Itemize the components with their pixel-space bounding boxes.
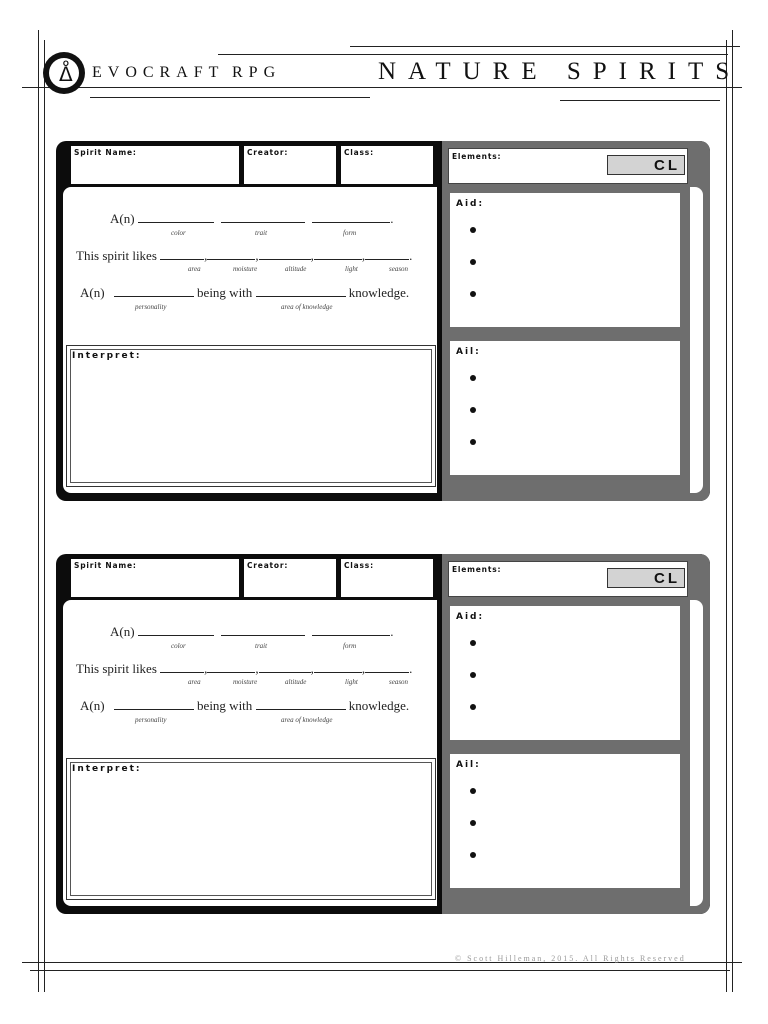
elements-label: Elements: [452,152,502,161]
caption-light: light [345,678,358,686]
ail-box[interactable] [450,341,680,475]
creator-label: Creator: [247,561,289,570]
caption-area: area [188,265,201,273]
interpret-box[interactable] [66,758,436,900]
template-line-3: A(n) being with knowledge. [80,285,410,300]
caption-trait: trait [255,642,268,650]
cl-field[interactable]: CL [607,568,685,588]
template-line-1: A(n) . [110,211,394,226]
class-label: Class: [344,148,374,157]
ail-bullet-1 [470,788,476,794]
caption-color: color [171,229,186,237]
caption-form: form [343,642,357,650]
elements-panel [442,141,710,501]
elements-label: Elements: [452,565,502,574]
template-line-3: A(n) being with knowledge. [80,698,410,713]
ail-bullet-2 [470,407,476,413]
template-line-2: This spirit likes , , , , . [76,248,413,263]
ail-bullet-1 [470,375,476,381]
ail-bullet-3 [470,852,476,858]
class-field[interactable] [341,559,433,597]
frame-header-underline-3 [560,100,720,101]
caption-moisture: moisture [233,265,258,273]
aid-bullet-2 [470,672,476,678]
caption-area: area [188,678,201,686]
aid-bullet-1 [470,227,476,233]
frame-right-line-inner [726,40,727,992]
caption-form: form [343,229,357,237]
template-line-1: A(n) . [110,624,394,639]
creator-field[interactable] [244,559,336,597]
aid-box[interactable] [450,606,680,740]
aid-box[interactable] [450,193,680,327]
frame-header-underline-2 [90,97,370,98]
frame-top-line-1 [350,46,740,47]
description-panel [63,600,437,906]
ail-bullet-2 [470,820,476,826]
caption-season: season [389,265,409,273]
brand-name: EVOCRAFT [92,64,225,81]
spirit-name-label: Spirit Name: [74,148,137,157]
caption-season: season [389,678,409,686]
class-field[interactable] [341,146,433,184]
frame-header-underline-1 [22,87,742,88]
elements-field[interactable] [448,148,688,184]
aid-bullet-3 [470,704,476,710]
frame-left-line-inner [44,40,45,992]
caption-area-of-knowledge: area of knowledge [281,716,333,724]
elements-field[interactable] [448,561,688,597]
caption-personality: personality [135,716,167,724]
frame-bottom-line-2 [30,970,730,971]
frame-top-line-2 [218,54,728,55]
aid-label: Aid: [456,612,485,622]
frame-left-line-outer [38,30,39,992]
caption-moisture: moisture [233,678,258,686]
interpret-label: Interpret: [72,764,142,774]
caption-altitude: altitude [285,265,307,273]
frame-right-line-outer [732,30,733,992]
class-label: Class: [344,561,374,570]
caption-trait: trait [255,229,268,237]
evocraft-logo-icon: ᐂ [43,52,85,94]
spirit-card-2 [56,554,710,914]
ail-bullet-3 [470,439,476,445]
caption-personality: personality [135,303,167,311]
template-line-2: This spirit likes , , , , . [76,661,413,676]
interpret-label: Interpret: [72,351,142,361]
brand-suffix: RPG [232,64,282,81]
spirit-name-label: Spirit Name: [74,561,137,570]
interpret-box[interactable] [66,345,436,487]
aid-label: Aid: [456,199,485,209]
ail-label: Ail: [456,760,481,770]
ail-box[interactable] [450,754,680,888]
caption-light: light [345,265,358,273]
creator-field[interactable] [244,146,336,184]
spirit-name-field[interactable] [71,559,239,597]
aid-bullet-1 [470,640,476,646]
card-right-edge [690,600,703,906]
cl-field[interactable]: CL [607,155,685,175]
aid-bullet-2 [470,259,476,265]
aid-bullet-3 [470,291,476,297]
ail-label: Ail: [456,347,481,357]
spirit-card-1 [56,141,710,501]
card-right-edge [690,187,703,493]
spirit-name-field[interactable] [71,146,239,184]
caption-altitude: altitude [285,678,307,686]
caption-color: color [171,642,186,650]
copyright-text: © Scott Hilleman, 2015. All Rights Reserved [455,954,686,963]
description-panel [63,187,437,493]
creator-label: Creator: [247,148,289,157]
caption-area-of-knowledge: area of knowledge [281,303,333,311]
elements-panel [442,554,710,914]
page-title: NATURE SPIRITS [378,58,742,85]
